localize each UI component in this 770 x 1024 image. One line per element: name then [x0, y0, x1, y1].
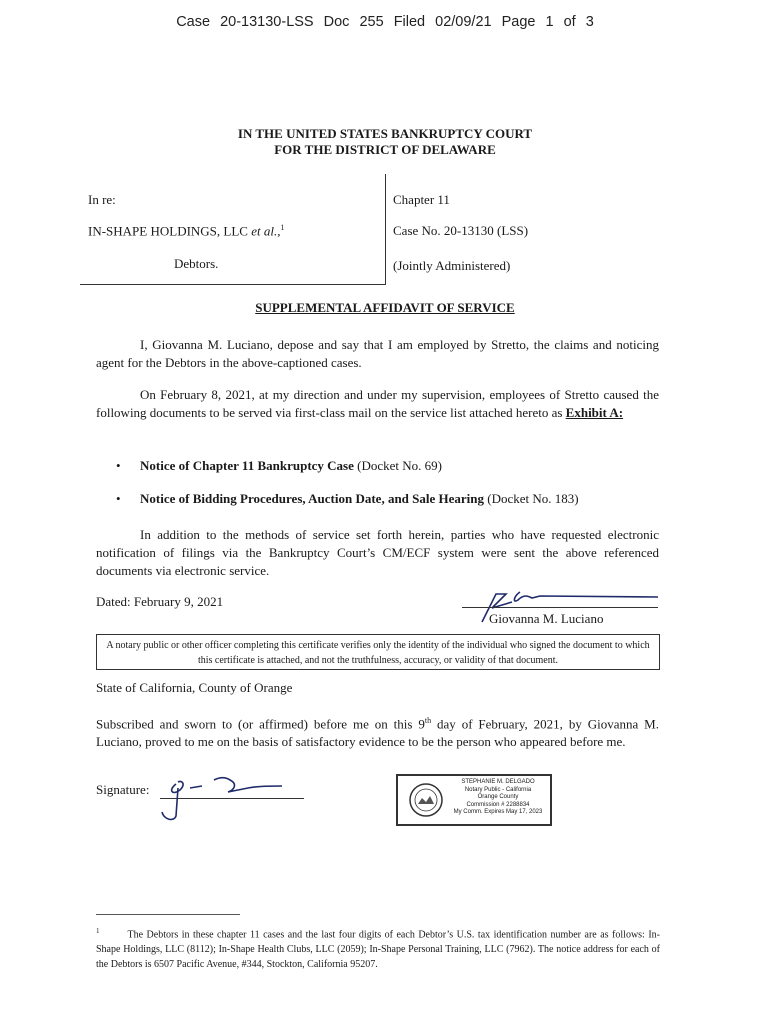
- caption-case-no: Case No. 20-13130 (LSS): [393, 223, 529, 238]
- caption-in-re: In re:: [88, 192, 116, 207]
- bullet-bold: Notice of Bidding Procedures, Auction Date, and Sale Hearing: [140, 491, 485, 506]
- court-heading: [0, 126, 770, 158]
- bullet-mark: •: [116, 491, 121, 506]
- header-filed: Filed 02/09/21: [393, 14, 492, 30]
- paragraph-2-text: On February 8, 2021, at my direction and under my supervision, employees of Stretto caused the following documents to be served via first-class mail on the service list attached hereto as: [96, 387, 659, 420]
- signer-name: Giovanna M. Luciano: [489, 611, 604, 626]
- footnote-ref: 1: [280, 223, 285, 232]
- header-doc: Doc 255: [323, 14, 384, 30]
- paragraph-1-text: I, Giovanna M. Luciano, depose and say that I am employed by Stretto, the claims and noticing agent for the Debtors in the above-captioned cases.: [96, 337, 659, 370]
- footnote-rule: [96, 914, 240, 915]
- document-title: SUPPLEMENTAL AFFIDAVIT OF SERVICE: [255, 300, 515, 315]
- paragraph-1: [96, 336, 659, 372]
- caption-debtors-label: Debtors.: [174, 256, 219, 271]
- signature-line: [462, 607, 658, 608]
- exhibit-ref: Exhibit A:: [565, 405, 624, 420]
- footnote: [96, 924, 660, 972]
- header-page: Page 1 of 3: [501, 14, 594, 30]
- venue-line: State of California, County of Orange: [96, 680, 293, 695]
- bullet-item: [116, 491, 579, 507]
- paragraph-3: [96, 526, 659, 580]
- header-case: Case 20-13130-LSS: [176, 14, 314, 30]
- state-seal-icon: [408, 782, 444, 818]
- bullet-rest: (Docket No. 69): [353, 458, 442, 473]
- jurat-pre: Subscribed and sworn to (or affirmed) before me on this 9: [96, 716, 425, 732]
- footnote-text: The Debtors in these chapter 11 cases and the last four digits of each Debtor’s U.S. tax identification number are as follows: In-Shape Holdings, LLC (8112); In-Shape Health Clubs, LLC (2059); In-Shape Personal Training, LLC (7962). The notice address for each of the Debtors is 6507 Pacific Avenue, #344, Stockton, California 95207.: [96, 929, 660, 971]
- et-al: et al.,: [251, 223, 281, 239]
- court-line-2: FOR THE DISTRICT OF DELAWARE: [274, 142, 496, 157]
- stamp-expires: My Comm. Expires May 17, 2023: [453, 809, 543, 815]
- stamp-name: STEPHANIE M. DELGADO: [461, 779, 535, 785]
- stamp-title: Notary Public - California: [464, 786, 532, 793]
- dated-line: Dated: February 9, 2021: [96, 594, 224, 609]
- notary-stamp: [396, 774, 552, 826]
- jurat-paragraph: [96, 712, 659, 751]
- footnote-mark: 1: [96, 927, 100, 935]
- caption-chapter: Chapter 11: [393, 192, 450, 207]
- stamp-commission: Commission # 2288834: [466, 801, 530, 808]
- notary-signature-scribble-icon: [158, 770, 288, 824]
- bullet-mark: •: [116, 458, 121, 473]
- jurat-sup: th: [424, 716, 432, 725]
- caption-admin: (Jointly Administered): [393, 258, 511, 273]
- paragraph-3-text: In addition to the methods of service set forth herein, parties who have requested electronic notification of filings via the Bankruptcy Court’s CM/ECF system were sent the above referenced documents via electronic service.: [96, 527, 659, 578]
- signature-label: Signature:: [96, 782, 150, 797]
- paragraph-2: [96, 386, 659, 422]
- bullet-item: [116, 458, 442, 474]
- court-line-1: IN THE UNITED STATES BANKRUPTCY COURT: [237, 126, 533, 141]
- stamp-text: [446, 779, 550, 817]
- bullet-rest: (Docket No. 183): [484, 491, 579, 506]
- jurat-post: day of February, 2021, by Giovanna M. Luciano, proved to me on the basis of satisfactory evidence to be the person who appeared before me.: [96, 716, 659, 750]
- stamp-county: Orange County: [477, 794, 519, 800]
- debtor-name: IN-SHAPE HOLDINGS, LLC: [88, 223, 248, 239]
- notary-notice-box: A notary public or other officer completing this certificate verifies only the identity of the individual who signed the document to which this certificate is attached, and not the truthfulness, accuracy, or validity of that document.: [96, 634, 660, 670]
- bullet-bold: Notice of Chapter 11 Bankruptcy Case: [140, 458, 354, 473]
- caption-debtor: [88, 223, 284, 239]
- ecf-header: [0, 14, 770, 30]
